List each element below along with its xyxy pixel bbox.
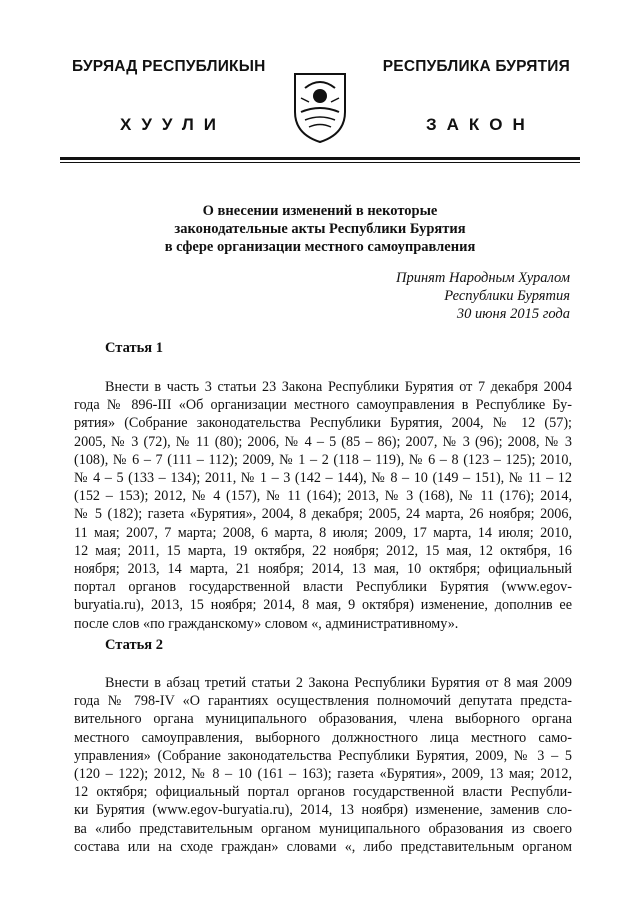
- body-line: buryatia.ru), 2013, 15 ноября; 2014, 8 мая, 9 октября) изменение, дополнив ее: [74, 597, 572, 614]
- body-line: вительного органа муниципального образования, члена выборного органа: [74, 711, 572, 728]
- article-2-body: [74, 674, 572, 856]
- header-divider-thin: [60, 162, 580, 163]
- header-divider-thick: [60, 157, 580, 160]
- body-line: 11 мая; 2007, 7 марта; 2008, 6 марта, 8 июля; 2009, 17 марта, 14 июля; 2010,: [74, 524, 572, 541]
- body-line: года № 896-III «Об организации местного самоуправления в Республике Бу-: [74, 397, 572, 414]
- body-line: состава или на сходе граждан» словами «, либо представительным органом: [74, 838, 572, 855]
- header-right-title: РЕСПУБЛИКА БУРЯТИЯ: [382, 58, 570, 75]
- adoption-date: 30 июня 2015 года: [456, 306, 570, 322]
- body-line: ва «либо представительным органом муниципального образования из своего: [74, 820, 572, 837]
- law-title-line: законодательные акты Республики Бурятия: [174, 221, 466, 237]
- body-line: 12 октября; официальный портал органов государственной власти Республи-: [74, 784, 572, 801]
- body-line: № 4 – 5 (133 – 134); 2011, № 1 – 3 (142 – 144), № 8 – 10 (149 – 151), № 11 – 12: [74, 470, 572, 487]
- body-line: ноября; 2013, 14 марта, 21 ноября; 2014, 13 мая, 10 октября; официальный: [74, 561, 572, 578]
- adoption-note: [396, 269, 570, 323]
- body-line: после слов «по гражданскому» словом «, административному».: [74, 615, 459, 632]
- body-line: года № 798-IV «О гарантиях осуществления полномочий депутата предста-: [74, 693, 572, 710]
- body-line: ки Бурятия (www.egov-buryatia.ru), 2014, 13 ноября) изменение, заменив сло-: [74, 802, 572, 819]
- body-line: рятия» (Собрание законодательства Республики Бурятия, 2004, № 12 (57);: [74, 415, 572, 432]
- republic-emblem-icon: [291, 66, 349, 144]
- header-left-title: БУРЯАД РЕСПУБЛИКЫН: [72, 58, 266, 75]
- body-line: местного самоуправления, выборного должностного лица местного само-: [74, 729, 572, 746]
- article-2-heading: Статья 2: [105, 637, 163, 653]
- law-title: [60, 202, 580, 256]
- body-line: портал органов государственной власти Республики Бурятия (www.egov-: [74, 579, 572, 596]
- law-title-line: в сфере организации местного самоуправления: [164, 239, 476, 255]
- body-line: Внести в часть 3 статьи 23 Закона Республики Бурятия от 7 декабря 2004: [105, 379, 572, 395]
- body-line: (108), № 6 – 7 (111 – 112); 2009, № 1 – 2 (118 – 119), № 6 – 8 (123 – 125); 2010,: [74, 451, 572, 468]
- body-line: управления» (Собрание законодательства Республики Бурятия, 2009, № 3 – 5: [74, 747, 572, 764]
- body-line: (152 – 153); 2012, № 4 (157), № 11 (164); 2013, № 3 (168), № 11 (176); 2014,: [74, 488, 572, 505]
- law-title-line: О внесении изменений в некоторые: [202, 203, 438, 219]
- body-line: (120 – 122); 2012, № 8 – 10 (161 – 163); газета «Бурятия», 2009, 13 мая; 2012,: [74, 766, 572, 783]
- body-line: 12 мая; 2011, 15 марта, 19 октября, 22 ноября; 2012, 15 мая, 12 октября, 16: [74, 542, 572, 559]
- body-line: № 5 (182); газета «Бурятия», 2004, 8 декабря; 2005, 24 марта, 26 ноября; 2006,: [74, 506, 572, 523]
- adoption-note-line: Республики Бурятия: [444, 288, 570, 304]
- adoption-note-line: Принят Народным Хуралом: [395, 270, 570, 286]
- doctype-buryat: ХУУЛИ: [120, 115, 226, 134]
- article-1-body: [74, 378, 572, 633]
- doctype-russian: ЗАКОН: [426, 115, 535, 134]
- body-line: Внести в абзац третий статьи 2 Закона Республики Бурятия от 8 мая 2009: [105, 675, 572, 691]
- body-line: 2005, № 3 (72), № 11 (80); 2006, № 4 – 5 (85 – 86); 2007, № 3 (96); 2008, № 3: [74, 433, 572, 450]
- article-1-heading: Статья 1: [105, 340, 163, 356]
